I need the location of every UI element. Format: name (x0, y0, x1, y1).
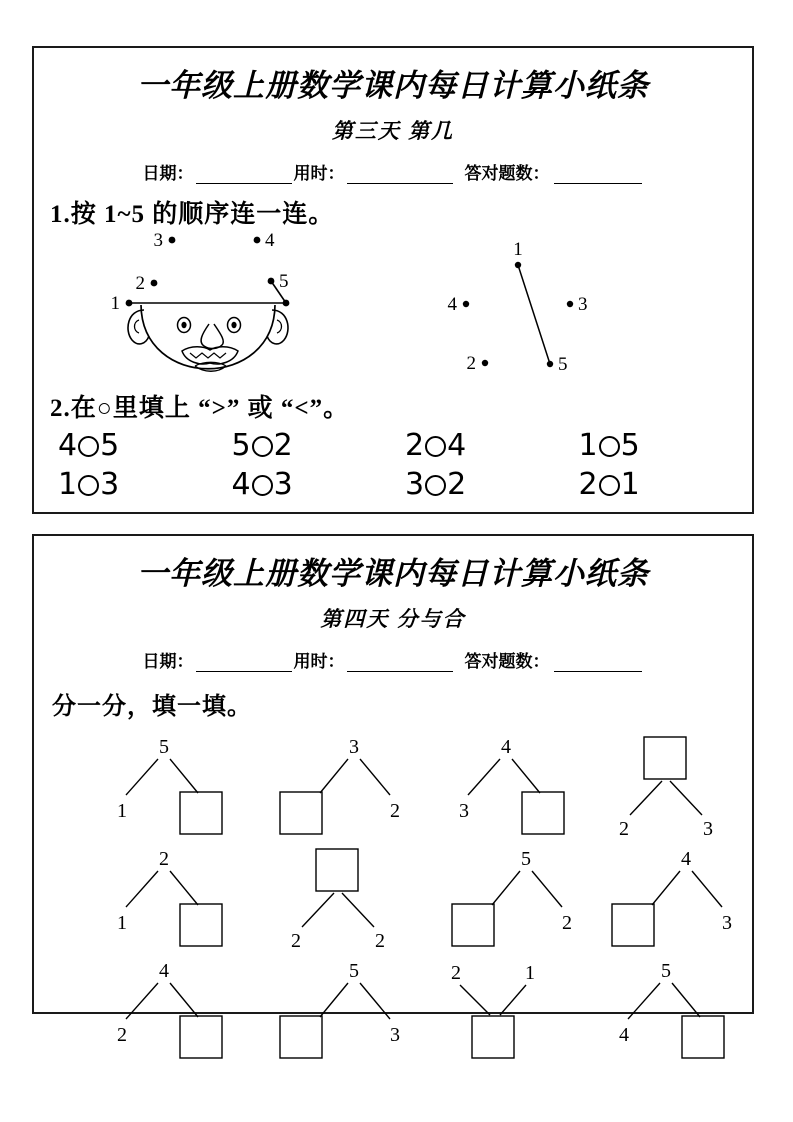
dot-4-right[interactable] (463, 301, 469, 307)
mouth-upper (195, 362, 226, 366)
bond-left-value: 2 (451, 962, 461, 984)
mustache-detail (190, 353, 226, 358)
question-1-heading: 1.按 1~5 的顺序连一连。 (50, 201, 335, 228)
comparison-left-value: 4 (58, 428, 78, 463)
comparison-item[interactable] (405, 467, 579, 502)
bond-left-value: 2 (117, 1024, 127, 1046)
dot-label-1: 1 (110, 293, 120, 314)
bond-branch-right (670, 781, 702, 815)
bond-answer-box[interactable] (180, 904, 222, 946)
time-label: 用时： (293, 164, 345, 183)
dot-4[interactable] (254, 237, 261, 244)
date-label: 日期： (142, 652, 194, 671)
answer-circle[interactable] (425, 475, 446, 496)
bond-branch-left (126, 983, 158, 1019)
bond-top-value: 5 (159, 736, 169, 758)
comparison-left-value: 2 (405, 428, 425, 463)
number-bond[interactable] (434, 735, 614, 840)
question-2-heading: 2.在○里填上 “>” 或 “<”。 (50, 395, 350, 422)
bond-answer-box[interactable] (522, 792, 564, 834)
bond-answer-box[interactable] (612, 904, 654, 946)
page-title-day-four: 一年级上册数学课内每日计算小纸条 (137, 556, 649, 591)
comparison-row-2 (34, 467, 752, 502)
right-ear (267, 310, 288, 344)
bond-answer-box[interactable] (644, 737, 686, 779)
bond-answer-box[interactable] (280, 1016, 322, 1058)
number-bond-inverted[interactable] (434, 959, 614, 1064)
comparison-right-value: 2 (447, 467, 467, 502)
dot-1-right[interactable] (515, 262, 521, 268)
bond-left-value: 2 (291, 930, 301, 952)
comparison-item[interactable] (58, 428, 232, 463)
number-bond[interactable] (262, 847, 442, 952)
comparison-right-value: 5 (620, 428, 640, 463)
dot-label-3: 3 (153, 230, 163, 251)
dot-label-5-right: 5 (558, 354, 568, 375)
bond-top-value: 4 (501, 736, 511, 758)
bond-row-3 (34, 959, 752, 1067)
bond-answer-box[interactable] (682, 1016, 724, 1058)
bond-branch-left (126, 871, 158, 907)
dot-label-2: 2 (135, 273, 145, 294)
bond-left-value: 2 (619, 818, 629, 840)
comparison-right-value: 2 (273, 428, 293, 463)
left-ear (128, 310, 149, 344)
number-bond[interactable] (262, 735, 442, 840)
number-bond[interactable] (92, 735, 272, 840)
date-input-blank[interactable] (196, 168, 292, 184)
bond-branch-left (468, 759, 500, 795)
question-1-puzzles (34, 230, 752, 380)
right-ear-inner (277, 320, 282, 333)
number-bond[interactable] (92, 959, 272, 1064)
page-subtitle-day-three: 第三天 第几 (331, 119, 455, 143)
bond-branch-left (302, 893, 334, 927)
bond-answer-box[interactable] (280, 792, 322, 834)
bond-right-value: 2 (375, 930, 385, 952)
bond-answer-box[interactable] (180, 792, 222, 834)
time-label: 用时： (293, 652, 345, 671)
dot-label-4-right: 4 (447, 294, 457, 315)
dot-5[interactable] (268, 278, 275, 285)
comparison-right-value: 3 (100, 467, 120, 502)
bond-branch-left (126, 759, 158, 795)
bond-right-value: 2 (390, 800, 400, 822)
bond-answer-box[interactable] (180, 1016, 222, 1058)
bond-top-value: 4 (681, 848, 691, 870)
worksheet-day-four (32, 534, 754, 1046)
correct-count-input-blank[interactable] (554, 656, 642, 672)
bond-top-value: 5 (349, 960, 359, 982)
mustache (182, 347, 238, 364)
number-bond[interactable] (92, 847, 272, 952)
left-pupil (181, 322, 186, 328)
dot-3[interactable] (169, 237, 176, 244)
bond-top-value: 4 (159, 960, 169, 982)
bond-left-value: 1 (117, 912, 127, 934)
bond-answer-box[interactable] (452, 904, 494, 946)
bond-branch-right (500, 985, 526, 1015)
time-input-blank[interactable] (347, 168, 453, 184)
date-label: 日期： (142, 164, 194, 183)
dot-label-4: 4 (265, 230, 275, 251)
comparison-left-value: 3 (405, 467, 425, 502)
worksheet-day-three (32, 46, 754, 514)
time-input-blank[interactable] (347, 656, 453, 672)
bond-right-value: 1 (525, 962, 535, 984)
number-bond[interactable] (594, 847, 774, 952)
answer-circle[interactable] (599, 475, 620, 496)
bond-top-value: 5 (661, 960, 671, 982)
bond-right-value: 2 (562, 912, 572, 934)
answer-circle[interactable] (599, 436, 620, 457)
comparison-right-value: 3 (273, 467, 293, 502)
bond-branch-left (492, 871, 520, 905)
dot-5-right[interactable] (547, 361, 553, 367)
comparison-item[interactable] (579, 428, 753, 463)
face-dot-to-dot-puzzle[interactable] (94, 230, 414, 380)
correct-count-label: 答对题数： (464, 652, 550, 671)
bond-branch-right (360, 759, 390, 795)
number-bond[interactable] (262, 959, 442, 1064)
dot-label-1-right: 1 (513, 239, 523, 260)
dot-3-right[interactable] (567, 301, 573, 307)
correct-count-label: 答对题数： (464, 164, 550, 183)
bond-top-value: 5 (521, 848, 531, 870)
bond-branch-right (170, 871, 198, 905)
right-dot-to-dot-puzzle[interactable] (424, 230, 724, 380)
bond-branch-left (652, 871, 680, 905)
bond-branch-right (532, 871, 562, 907)
bond-left-value: 1 (117, 800, 127, 822)
bond-branch-left (628, 983, 660, 1019)
bond-top-value: 3 (349, 736, 359, 758)
bond-answer-box[interactable] (316, 849, 358, 891)
comparison-left-value: 2 (578, 467, 598, 502)
decompose-heading: 分一分，填一填。 (52, 694, 252, 720)
answer-circle[interactable] (78, 475, 99, 496)
comparison-item[interactable] (232, 467, 406, 502)
bond-branch-left (460, 985, 490, 1015)
comparison-right-value: 1 (620, 467, 640, 502)
answer-circle[interactable] (252, 436, 273, 457)
bond-row-2 (34, 847, 752, 955)
bond-right-value: 3 (722, 912, 732, 934)
dot-2-right[interactable] (482, 360, 488, 366)
correct-count-input-blank[interactable] (554, 168, 642, 184)
dot-label-5: 5 (279, 271, 289, 292)
bond-top-value: 2 (159, 848, 169, 870)
comparison-left-value: 5 (231, 428, 251, 463)
puzzle-line-1-to-5-right (518, 265, 550, 364)
bond-row-1 (34, 735, 752, 843)
comparison-left-value: 1 (58, 467, 78, 502)
bond-branch-left (320, 983, 348, 1017)
bond-branch-right (170, 759, 198, 793)
page-title-day-three: 一年级上册数学课内每日计算小纸条 (137, 68, 649, 103)
bond-branch-right (170, 983, 198, 1017)
comparison-item[interactable] (58, 467, 232, 502)
bond-right-value: 3 (390, 1024, 400, 1046)
dot-2[interactable] (151, 280, 158, 287)
bond-branch-right (692, 871, 722, 907)
comparison-item[interactable] (579, 467, 753, 502)
comparison-right-value: 5 (100, 428, 120, 463)
left-ear-inner (135, 320, 140, 333)
comparison-right-value: 4 (447, 428, 467, 463)
meta-row-day-four (34, 647, 752, 672)
answer-circle[interactable] (78, 436, 99, 457)
right-pupil (231, 322, 236, 328)
comparison-item[interactable] (232, 428, 406, 463)
answer-circle[interactable] (425, 436, 446, 457)
answer-circle[interactable] (252, 475, 273, 496)
comparison-left-value: 4 (231, 467, 251, 502)
nose (201, 324, 223, 349)
number-bond[interactable] (434, 847, 614, 952)
bond-left-value: 3 (459, 800, 469, 822)
bond-right-value: 3 (703, 818, 713, 840)
page-subtitle-day-four: 第四天 分与合 (320, 607, 466, 631)
bond-branch-right (512, 759, 540, 793)
face-outline (141, 305, 275, 369)
bond-branch-left (320, 759, 348, 793)
bond-branch-left (630, 781, 662, 815)
dot-label-2-right: 2 (466, 353, 476, 374)
date-input-blank[interactable] (196, 656, 292, 672)
dot-label-3-right: 3 (578, 294, 588, 315)
bond-branch-right (672, 983, 700, 1017)
meta-row-day-three (34, 159, 752, 184)
number-bond[interactable] (594, 959, 774, 1064)
bond-left-value: 4 (619, 1024, 629, 1046)
dot-1[interactable] (126, 300, 133, 307)
comparison-left-value: 1 (578, 428, 598, 463)
dot-endpoint[interactable] (283, 300, 290, 307)
bond-branch-right (360, 983, 390, 1019)
comparison-item[interactable] (405, 428, 579, 463)
comparison-row-1 (34, 428, 752, 463)
number-bond[interactable] (594, 735, 774, 840)
bond-answer-box[interactable] (472, 1016, 514, 1058)
bond-branch-right (342, 893, 374, 927)
